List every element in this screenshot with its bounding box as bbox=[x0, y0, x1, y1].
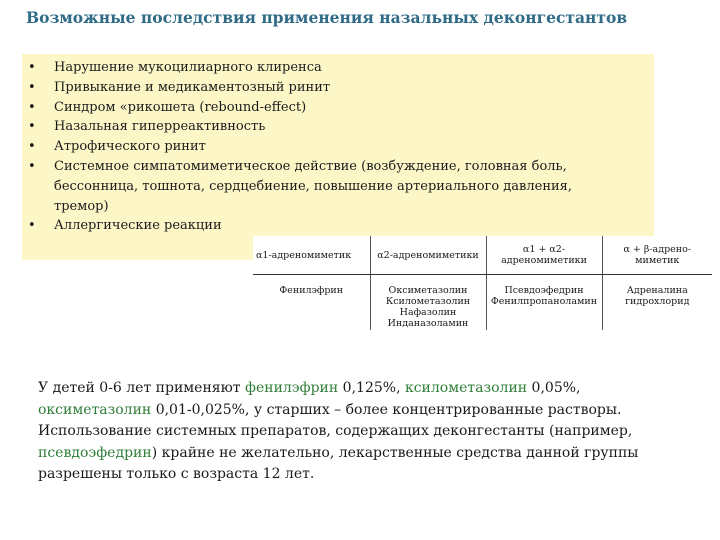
pediatric-usage-paragraph bbox=[38, 378, 698, 486]
list-item: • Синдром «рикошета (rebound-effect) bbox=[26, 98, 626, 118]
drug-highlight: псевдоэфедрин bbox=[38, 444, 152, 461]
table-cell bbox=[253, 275, 370, 331]
drug-name: гидрохлорид bbox=[625, 296, 690, 307]
decongestant-classes-table bbox=[253, 236, 712, 330]
drug-name: Псевдоэфедрин bbox=[504, 285, 584, 296]
table-header-cell: α + β-адрено-миметик bbox=[602, 236, 712, 275]
drug-name: Фенилэфрин bbox=[279, 285, 344, 296]
table-cell bbox=[370, 275, 486, 331]
drug-name: Ксилометазолин bbox=[385, 296, 471, 307]
paragraph-text: 0,125%, bbox=[338, 380, 405, 396]
table-row bbox=[253, 275, 712, 331]
list-item: • Нарушение мукоцилиарного клиренса bbox=[26, 58, 626, 78]
drug-name: Оксиметазолин bbox=[388, 285, 468, 296]
drug-highlight: оксиметазолин bbox=[38, 401, 152, 418]
drug-name: Адреналина bbox=[626, 285, 688, 296]
drug-highlight: ксилометазолин bbox=[404, 380, 528, 396]
table-cell bbox=[602, 275, 712, 331]
list-item: • Атрофического ринит bbox=[26, 137, 626, 157]
list-item: • Назальная гиперреактивность bbox=[26, 117, 626, 137]
list-item: • Аллергические реакции bbox=[26, 216, 626, 236]
list-item: • Системное симпатомиметическое действие (возбуждение, головная боль, бессонница, тошнота, сердцебиение, повышение артериального давления, тремор) bbox=[26, 157, 626, 216]
paragraph-text: У детей 0-6 лет применяют bbox=[38, 380, 245, 396]
drug-name: Инданазоламин bbox=[387, 318, 469, 329]
list-item: • Привыкание и медикаментозный ринит bbox=[26, 78, 626, 98]
table-header-cell: α2-адреномиметики bbox=[370, 236, 486, 275]
paragraph-text: ) крайне не желательно, лекарственные средства данной группы разрешены только с возраста 12 лет. bbox=[38, 444, 639, 482]
table-cell bbox=[486, 275, 602, 331]
paragraph-text: 0,05%, bbox=[527, 380, 581, 396]
paragraph-text: 0,01-0,025%, у старших – более концентрированные растворы. Использование системных препаратов, содержащих деконгестанты (например, bbox=[38, 401, 633, 439]
drug-highlight: фенилэфрин bbox=[245, 380, 339, 396]
table-header-row bbox=[253, 236, 712, 275]
consequences-list bbox=[26, 58, 626, 236]
drug-name: Фенилпропаноламин bbox=[490, 296, 598, 307]
table-header-cell: α1-адреномиметик bbox=[253, 236, 370, 275]
drug-name: Нафазолин bbox=[399, 307, 457, 318]
slide-title: Возможные последствия применения назальных деконгестантов bbox=[26, 8, 628, 27]
table-header-cell: α1 + α2-адреномиметики bbox=[486, 236, 602, 275]
